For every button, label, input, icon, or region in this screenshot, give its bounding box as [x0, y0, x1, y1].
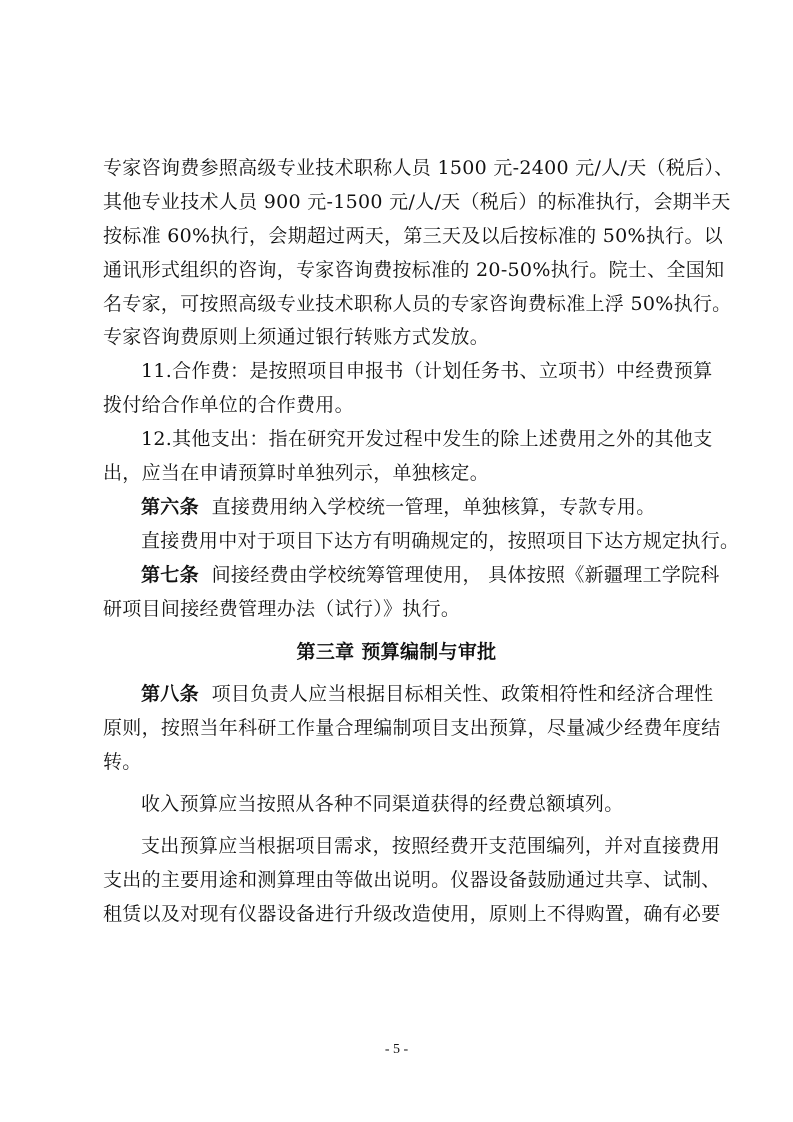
paragraph-line: 其他专业技术人员 900 元-1500 元/人/天（税后）的标准执行，会期半天: [103, 191, 731, 213]
paragraph-line: 转。: [103, 751, 142, 773]
paragraph-line: 11.合作费：是按照项目申报书（计划任务书、立项书）中经费预算: [141, 360, 713, 382]
paragraph-line: 支出预算应当根据项目需求，按照经费开支范围编列，并对直接费用: [141, 835, 721, 857]
paragraph-line: 直接费用中对于项目下达方有明确规定的，按照项目下达方规定执行。: [141, 530, 740, 552]
paragraph-line: 拨付给合作单位的合作费用。: [103, 394, 354, 416]
paragraph-line: 研项目间接经费管理办法（试行）》执行。: [103, 598, 461, 620]
article-6-label: 第六条: [141, 496, 199, 518]
paragraph-line: 出，应当在申请预算时单独列示，单独核定。: [103, 462, 490, 484]
article-8-line: [141, 682, 741, 706]
article-7-line: [141, 563, 741, 587]
article-6-text: 直接费用纳入学校统一管理，单独核算，专款专用。: [211, 496, 656, 518]
article-7-label: 第七条: [141, 564, 199, 586]
chapter-heading: 第三章 预算编制与审批: [296, 641, 497, 663]
paragraph-line: 原则，按照当年科研工作量合理编制项目支出预算，尽量减少经费年度结: [103, 717, 721, 739]
article-6-line: [141, 495, 741, 519]
paragraph-line: 租赁以及对现有仪器设备进行升级改造使用，原则上不得购置，确有必要: [103, 903, 721, 925]
paragraph-line: 12.其他支出：指在研究开发过程中发生的除上述费用之外的其他支: [141, 428, 713, 450]
paragraph-line: 收入预算应当按照从各种不同渠道获得的经费总额填列。: [141, 793, 624, 815]
article-8-text: 项目负责人应当根据目标相关性、政策相符性和经济合理性: [211, 683, 714, 705]
article-8-label: 第八条: [141, 683, 199, 705]
paragraph-line: 专家咨询费参照高级专业技术职称人员 1500 元-2400 元/人/天（税后）、: [103, 157, 734, 179]
article-7-text: 间接经费由学校统筹管理使用， 具体按照《新疆理工学院科: [211, 564, 720, 586]
paragraph-line: 通讯形式组织的咨询，专家咨询费按标准的 20-50%执行。院士、全国知: [103, 259, 725, 281]
paragraph-line: 按标准 60%执行，会期超过两天，第三天及以后按标准的 50%执行。以: [103, 225, 724, 247]
paragraph-line: 支出的主要用途和测算理由等做出说明。仪器设备鼓励通过共享、试制、: [103, 869, 721, 891]
page-number: - 5 -: [384, 1042, 409, 1057]
paragraph-line: 专家咨询费原则上须通过银行转账方式发放。: [103, 326, 490, 348]
paragraph-line: 名专家，可按照高级专业技术职称人员的专家咨询费标准上浮 50%执行。: [103, 293, 732, 315]
